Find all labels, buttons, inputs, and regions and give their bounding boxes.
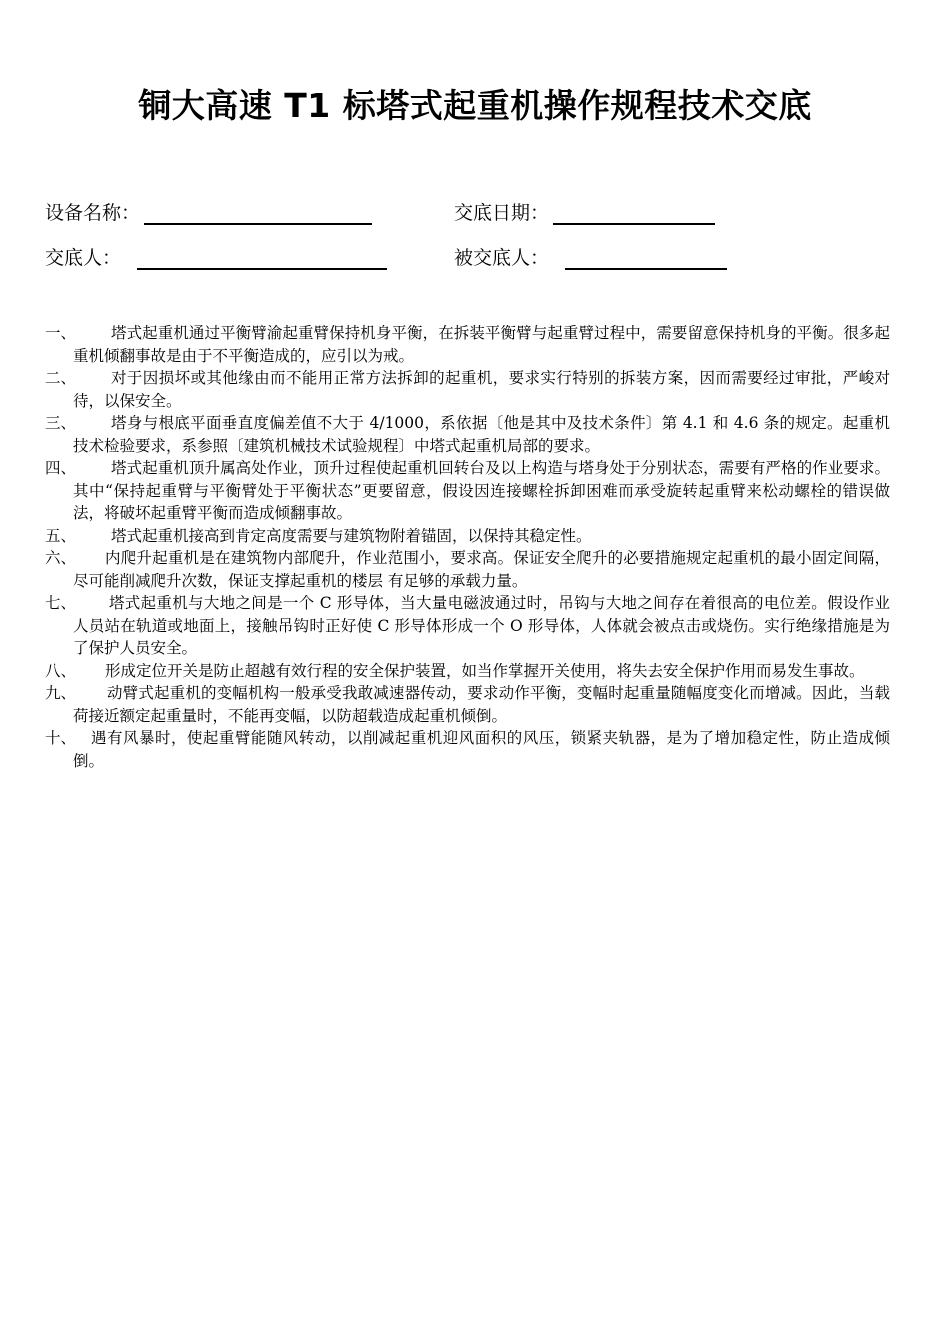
item-text: 动臂式起重机的变幅机构一般承受我敢减速器传动，要求动作平衡，变幅时起重量随幅度变化而增减。因此，当载荷接近额定起重量时，不能再变幅，以防超载造成起重机倾倒。	[73, 684, 890, 725]
equipment-name-blank[interactable]	[144, 201, 372, 225]
equipment-name-field	[45, 198, 372, 225]
recipient-blank[interactable]	[565, 246, 727, 270]
item-number: 五、	[45, 526, 77, 545]
list-item	[45, 660, 890, 683]
item-text: 塔式起重机接高到肯定高度需要与建筑物附着锚固，以保持其稳定性。	[111, 526, 592, 545]
list-item	[45, 727, 890, 772]
item-text: 内爬升起重机是在建筑物内部爬升，作业范围小，要求高。保证安全爬升的必要措施规定起重机的最小固定间隔，尽可能削减爬升次数，保证支撑起重机的楼层 有足够的承载力量。	[73, 549, 890, 590]
item-number: 二、	[45, 369, 77, 387]
item-number: 四、	[45, 459, 77, 477]
date-blank[interactable]	[553, 201, 715, 225]
recipient-field	[454, 243, 727, 270]
item-number: 八、	[45, 661, 77, 680]
item-number: 一、	[45, 324, 77, 342]
item-text: 塔式起重机通过平衡臂渝起重臂保持机身平衡，在拆装平衡臂与起重臂过程中，需要留意保持机身的平衡。很多起重机倾翻事故是由于不平衡造成的，应引以为戒。	[73, 324, 890, 365]
list-item	[45, 592, 890, 660]
rules-list	[45, 322, 890, 772]
presenter-blank[interactable]	[137, 246, 387, 270]
date-label: 交底日期：	[454, 202, 550, 224]
item-text: 对于因损坏或其他缘由而不能用正常方法拆卸的起重机，要求实行特别的拆装方案，因而需要经过审批，严峻对待，以保安全。	[73, 369, 890, 410]
field-row-2	[45, 243, 905, 273]
presenter-label: 交底人：	[45, 247, 122, 269]
item-number: 三、	[45, 414, 77, 432]
equipment-name-label: 设备名称：	[45, 202, 141, 224]
item-text: 塔式起重机顶升属高处作业，顶升过程使起重机回转台及以上构造与塔身处于分别状态，需要有严格的作业要求。其中“保持起重臂与平衡臂处于平衡状态”更要留意，假设因连接螺栓拆卸困难而承受旋转起重臂来松动螺栓的错误做法，将破坏起重臂平衡而造成倾翻事故。	[73, 459, 890, 522]
list-item	[45, 322, 890, 367]
date-field	[454, 198, 715, 225]
item-number: 九、	[45, 684, 77, 702]
recipient-label: 被交底人：	[454, 247, 550, 269]
item-text: 形成定位开关是防止超越有效行程的安全保护装置，如当作掌握开关使用，将失去安全保护作用而易发生事故。	[105, 661, 865, 680]
list-item	[45, 547, 890, 592]
item-number: 十、	[45, 729, 77, 747]
page-title: 铜大高速 T1 标塔式起重机操作规程技术交底	[138, 86, 812, 125]
list-item	[45, 367, 890, 412]
list-item	[45, 682, 890, 727]
item-number: 七、	[45, 594, 77, 612]
item-text: 塔式起重机与大地之间是一个 C 形导体，当大量电磁波通过时，吊钩与大地之间存在着很高的电位差。假设作业人员站在轨道或地面上，接触吊钩时正好使 C 形导体形成一个 O 形导体，人体就会被点击或烧伤。实行绝缘措施是为了保护人员安全。	[73, 594, 890, 657]
list-item	[45, 525, 890, 548]
presenter-field	[45, 243, 387, 270]
item-text: 塔身与根底平面垂直度偏差值不大于 4/1000，系依据〔他是其中及技术条件〕第 4.1 和 4.6 条的规定。起重机技术检验要求，系参照〔建筑机械技术试验规程〕中塔式起重机局部的要求。	[73, 414, 890, 455]
field-row-1	[45, 198, 905, 228]
item-number: 六、	[45, 549, 77, 567]
item-text: 遇有风暴时，使起重臂能随风转动，以削减起重机迎风面积的风压，锁紧夹轨器，是为了增加稳定性，防止造成倾倒。	[73, 729, 890, 770]
list-item	[45, 412, 890, 457]
list-item	[45, 457, 890, 525]
